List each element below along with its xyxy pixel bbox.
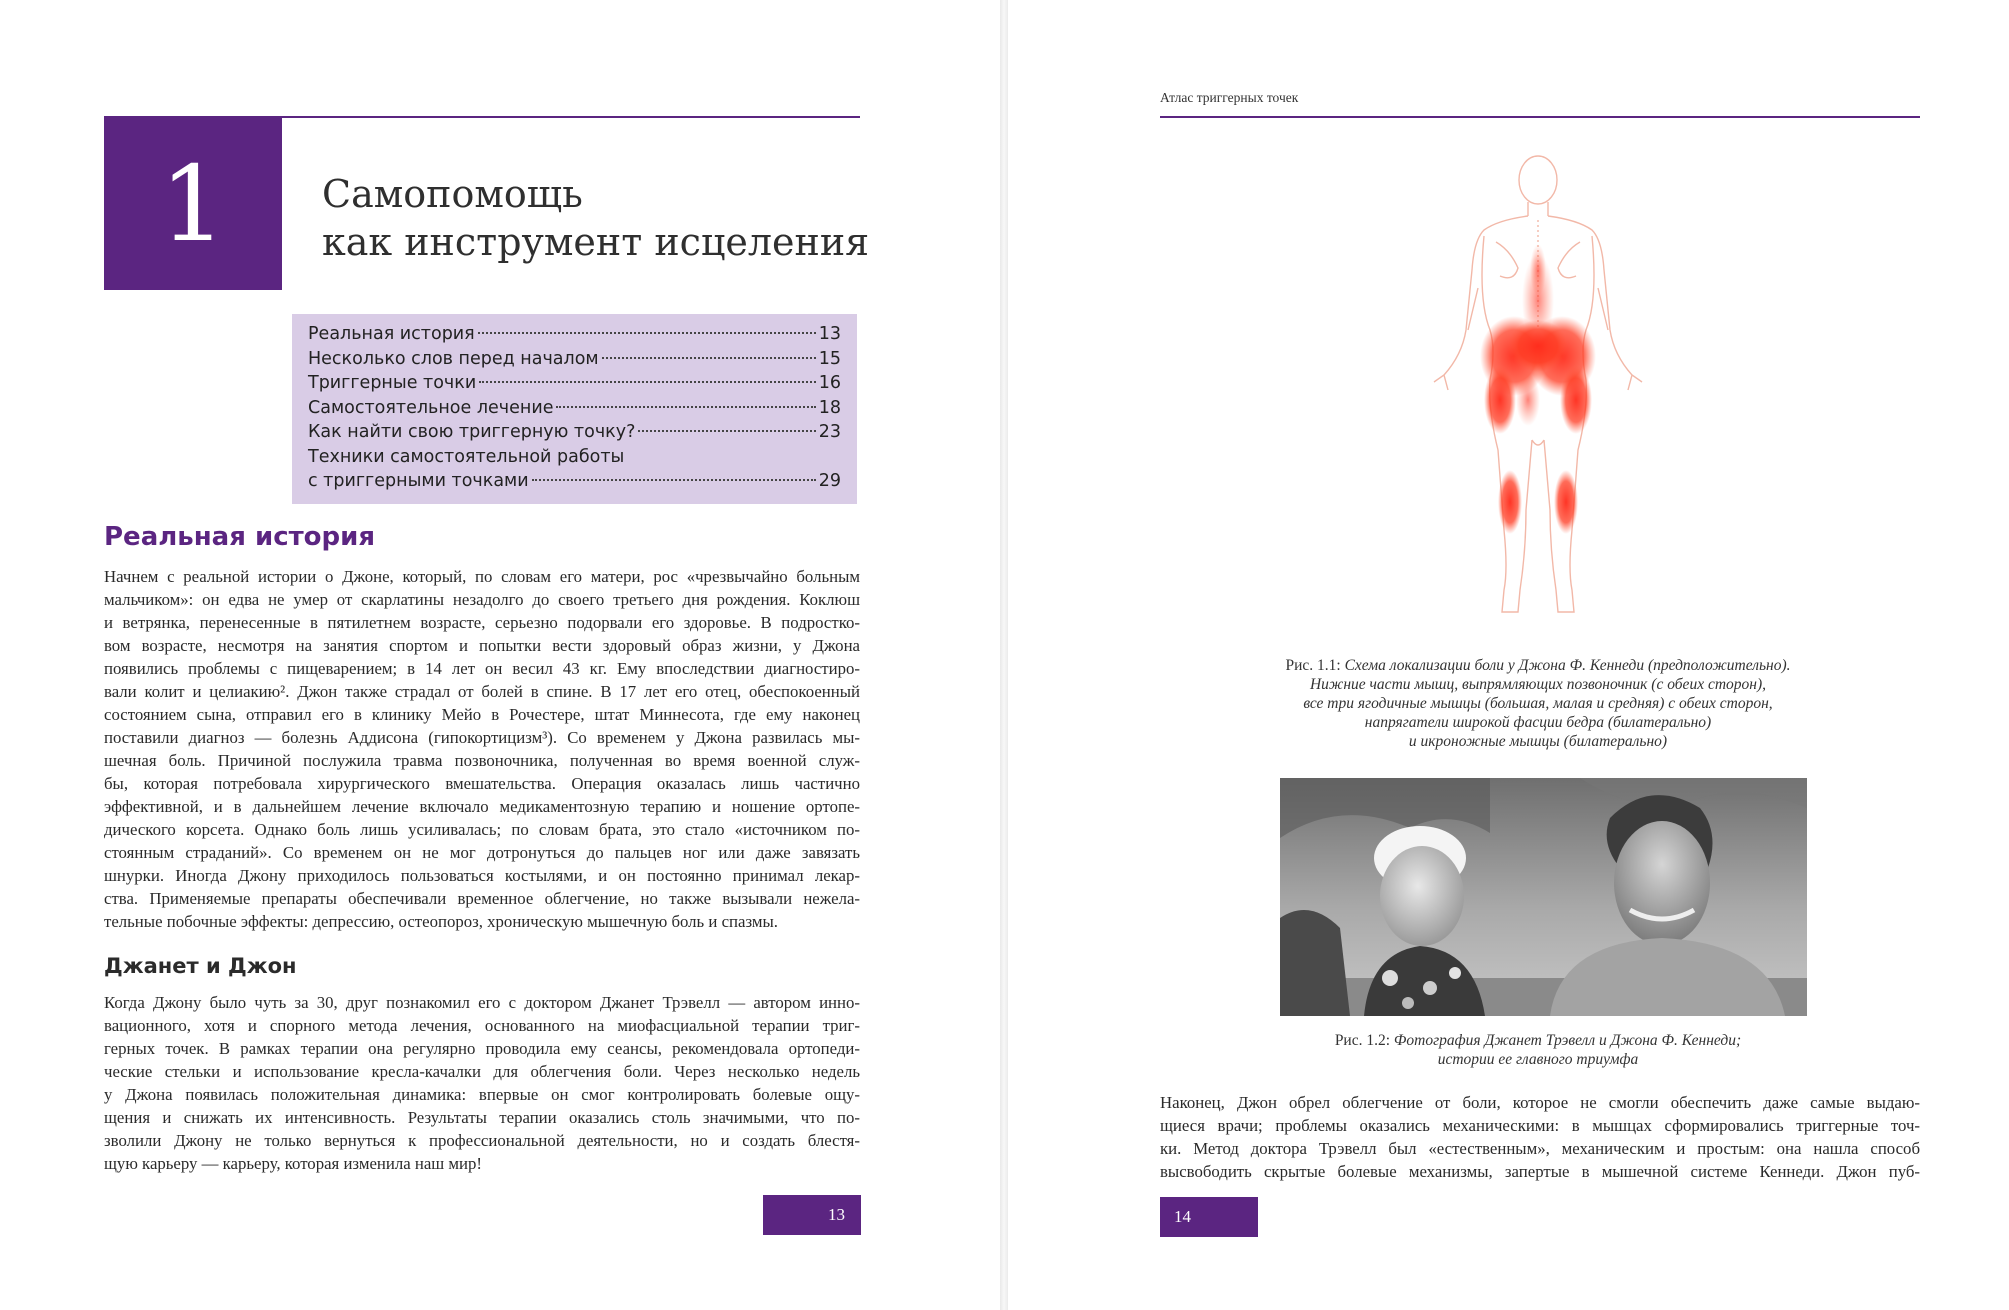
toc-entry[interactable] [308, 322, 841, 347]
figure-1-caption [1208, 656, 1868, 751]
figure-label: Рис. 1.1: [1285, 657, 1341, 674]
caption-line: Нижние части мышц, выпрямляющих позвоночник (с обеих сторон), [1309, 676, 1766, 693]
toc-entry-page: 13 [818, 324, 841, 344]
historical-photo [1280, 778, 1807, 1016]
text-line: Наконец, Джон обрел облегчение от боли, которое не смогли обеспечить даже самые выдаю- [1160, 1093, 1920, 1112]
chapter-number: 1 [159, 143, 227, 265]
text-line: ческие стельки и использование кресла-качалки для облегчения боли. Через несколько недель [104, 1062, 860, 1081]
bw-photo-illustration [1280, 778, 1807, 1016]
caption-line: и икроножные мышцы (билатерально) [1408, 733, 1668, 750]
text-line: у Джона появилась положительная динамика: впервые он смог контролировать болевые ощу- [104, 1085, 860, 1104]
caption-line: истории ее главного триумфа [1437, 1051, 1639, 1068]
text-line: герных точек. В рамках терапии она регулярно проводила ему сеансы, рекомендовала ортопеди- [104, 1039, 860, 1058]
section-heading: Реальная история [104, 522, 376, 552]
text-line: вационного, хотя и спорного метода лечения, основанного на миофасциальной терапии триг- [104, 1016, 860, 1035]
toc-entry[interactable] [308, 396, 841, 421]
subheading: Джанет и Джон [104, 954, 297, 978]
caption-line: все три ягодичные мышцы (большая, малая и средняя) с обеих сторон, [1303, 695, 1773, 712]
text-line: эффективной, и в дальнейшем лечение включало медикаментозную терапию и ношение ортопе- [104, 797, 860, 816]
janet-paragraph [104, 991, 860, 1175]
text-line: ства. Применяемые препараты обеспечивали временное облегчение, но также вызывали нежела- [104, 889, 860, 908]
chapter-number-box [104, 118, 282, 290]
text-line: шнурки. Иногда Джону приходилось пользоваться костылями, и он постоянно принимал лекар- [104, 866, 860, 885]
text-line: и ветрянка, перенесенные в пятилетнем возрасте, серьезно подорвали его здоровье. В подростко- [104, 613, 860, 632]
toc-leader-dots [638, 430, 815, 432]
toc-entry[interactable] [308, 469, 841, 494]
text-line: тельные побочные эффекты: депрессию, остеопороз, хроническую мышечную боль и спазмы. [104, 912, 778, 931]
toc-leader-dots [602, 357, 816, 359]
text-line: щения и снижать их интенсивность. Результаты терапии оказались столь значимыми, что по- [104, 1108, 860, 1127]
conclusion-paragraph [1160, 1091, 1920, 1183]
toc-entry-page: 18 [818, 397, 841, 418]
chapter-title [322, 170, 882, 266]
caption-line: напрягатели широкой фасции бедра (билатерально) [1364, 714, 1712, 731]
toc-leader-dots [479, 381, 816, 383]
text-line: вом возрасте, несмотря на занятия спортом и попытки вести здоровый образ жизни, у Джона [104, 636, 860, 655]
toc-entry[interactable] [308, 445, 841, 470]
text-line: щую карьеру — карьеру, которая изменила наш мир! [104, 1154, 482, 1173]
toc-entry[interactable] [308, 420, 841, 445]
text-line: мальчиком»: он едва не умер от скарлатины незадолго до своего третьего дня рождения. Коклюш [104, 590, 860, 609]
toc-entry[interactable] [308, 347, 841, 372]
left-page [0, 0, 1000, 1310]
toc-entry-label: Техники самостоятельной работы [308, 446, 625, 467]
pain-map-figure [1418, 150, 1658, 640]
toc-entry[interactable] [308, 371, 841, 396]
caption-text: Фотография Джанет Трэвелл и Джона Ф. Кеннеди; [1393, 1032, 1742, 1049]
text-line: ки. Метод доктора Трэвелл был «естественным», механическим и простым: она нашла способ [1160, 1139, 1920, 1158]
chapter-title-line: Самопомощь [322, 172, 583, 216]
text-line: шечная боль. Причиной послужила травма позвоночника, полученная во время военной служ- [104, 751, 860, 770]
running-head: Атлас триггерных точек [1160, 90, 1299, 105]
toc-entry-label: Триггерные точки [308, 373, 477, 393]
story-paragraph [104, 565, 860, 933]
chapter-title-line: как инструмент исцеления [322, 220, 870, 264]
right-page [1008, 0, 2009, 1310]
table-of-contents [292, 314, 857, 504]
figure-2-caption [1258, 1031, 1818, 1069]
caption-line [1208, 656, 1868, 675]
text-line: Начнем с реальной истории о Джоне, который, по словам его матери, рос «чрезвычайно больным [104, 567, 860, 586]
toc-entry-page: 29 [818, 471, 841, 491]
toc-entry-page: 23 [818, 422, 841, 442]
toc-entry-page: 16 [818, 373, 841, 393]
header-rule [1160, 116, 1920, 118]
text-line: зволили Джону не только вернуться к профессиональной деятельности, но и создать блестя- [104, 1131, 860, 1150]
text-line: стоянным страданий». Со временем он не мог дотронуться до пальцев ног или даже завязать [104, 843, 860, 862]
toc-entry-label: с триггерными точками [308, 471, 529, 491]
text-line: состоянием сына, отправил его в клинику Мейо в Рочестере, штат Миннесота, где ему наконец [104, 705, 860, 724]
page-number: 13 [763, 1195, 861, 1235]
toc-leader-dots [478, 332, 816, 334]
page-number: 14 [1160, 1197, 1258, 1237]
book-gutter [1000, 0, 1008, 1310]
caption-text: Схема локализации боли у Джона Ф. Кеннеди (предположительно). [1344, 657, 1791, 674]
text-line: дического корсета. Однако боль лишь усиливалась; по словам брата, это стало «источником по- [104, 820, 860, 839]
toc-leader-dots [556, 406, 815, 408]
text-line: вали колит и целиакию². Джон также страдал от болей в спине. В 17 лет его отец, обеспокоенный [104, 682, 860, 701]
toc-entry-label: Несколько слов перед началом [308, 348, 599, 369]
text-line: высвободить скрытые болевые механизмы, запертые в мышечной системе Кеннеди. Джон пуб- [1160, 1162, 1920, 1181]
toc-entry-label: Самостоятельное лечение [308, 397, 554, 418]
toc-entry-page: 15 [818, 348, 841, 369]
toc-entry-label: Реальная история [308, 324, 475, 344]
text-line: появились проблемы с пищеварением; в 14 лет он весил 43 кг. Ему впоследствии диагностиро- [104, 659, 860, 678]
figure-label: Рис. 1.2: [1334, 1032, 1391, 1049]
text-line: бы, которая потребовала хирургического вмешательства. Операция оказалась лишь частично [104, 774, 860, 793]
text-line: щиеся врачи; проблемы оказались механическими: в мышцах сформировались триггерные точ- [1160, 1116, 1920, 1135]
text-line: поставили диагноз — болезнь Аддисона (гипокортицизм³). Со временем у Джона развилась мы- [104, 728, 860, 747]
text-line: Когда Джону было чуть за 30, друг познакомил его с доктором Джанет Трэвелл — автором инно- [104, 993, 860, 1012]
toc-leader-dots [532, 479, 816, 481]
toc-entry-label: Как найти свою триггерную точку? [308, 422, 636, 442]
caption-line [1258, 1031, 1818, 1050]
body-outline-illustration [1418, 150, 1658, 640]
